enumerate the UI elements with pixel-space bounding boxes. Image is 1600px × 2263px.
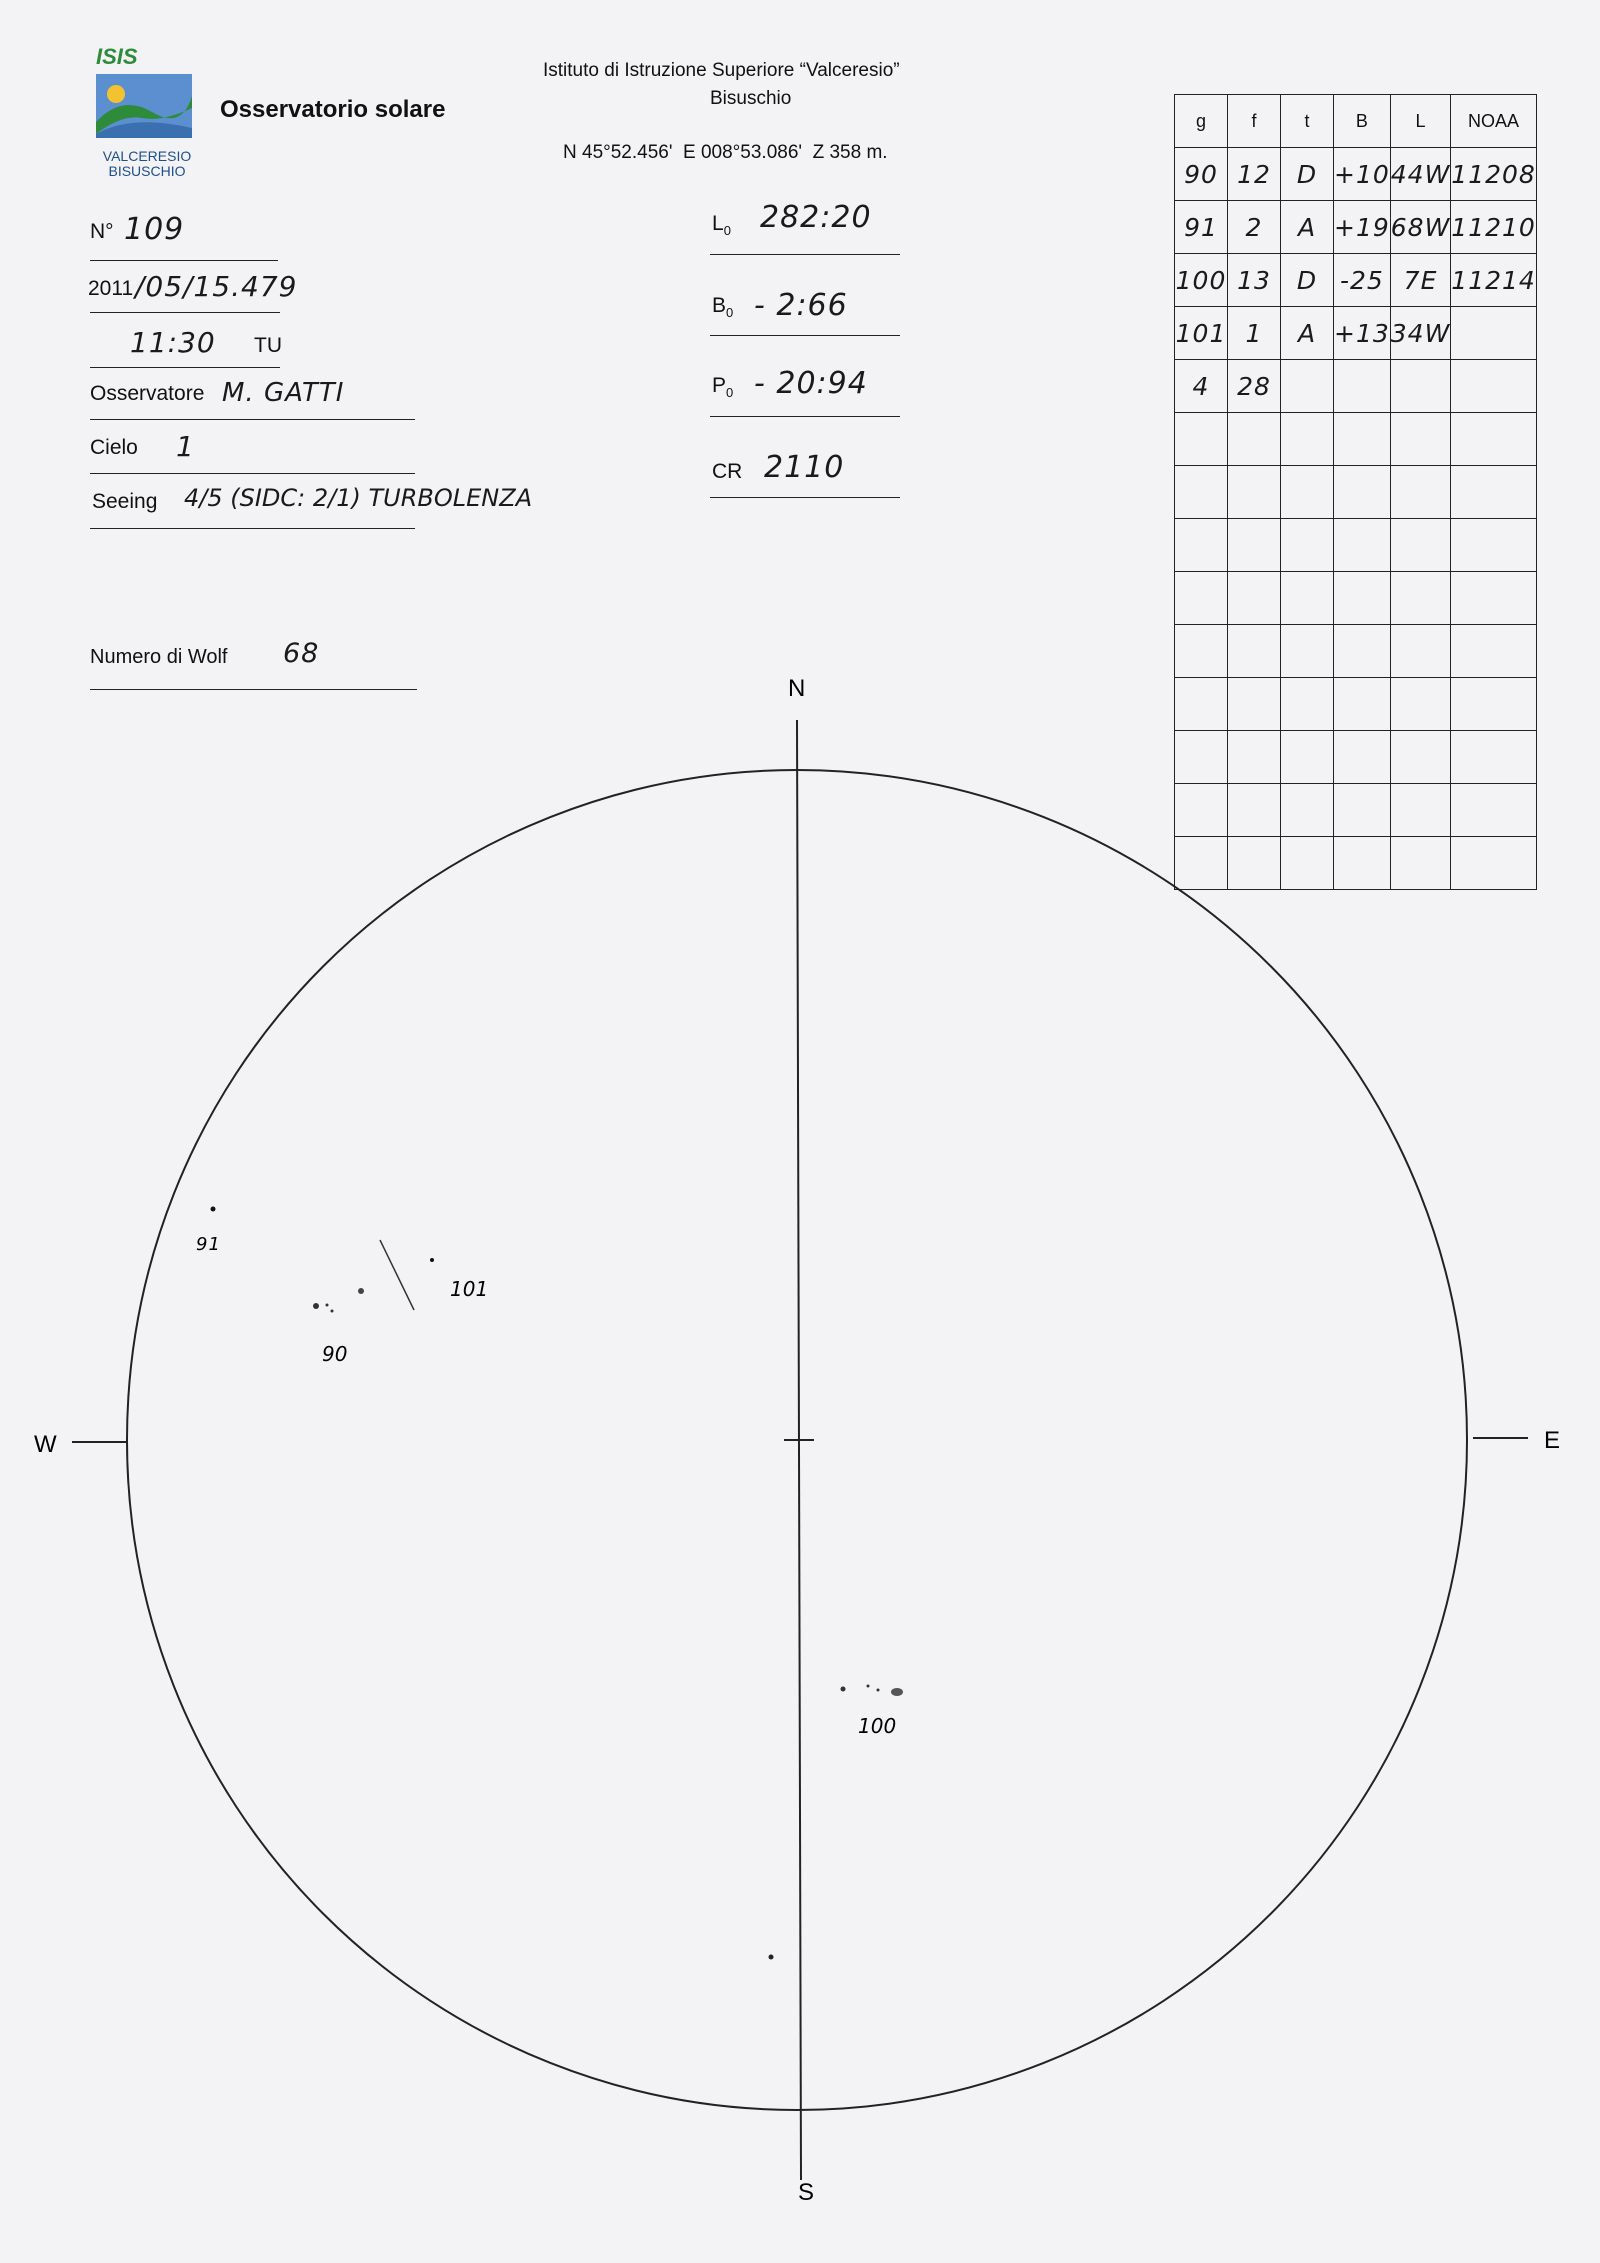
date-prefix: 2011 xyxy=(88,277,134,300)
observatory-title: Osservatorio solare xyxy=(220,96,446,123)
sunspot-100-d xyxy=(891,1688,903,1696)
table-header-f: f xyxy=(1228,95,1281,148)
table-cell: 7E xyxy=(1390,254,1451,307)
table-cell: 4 xyxy=(1175,360,1228,413)
south-label: S xyxy=(798,2179,815,2206)
wolf-label: Numero di Wolf xyxy=(90,646,228,668)
sunspot-90-b xyxy=(326,1304,329,1307)
time-unit: TU xyxy=(254,334,282,357)
observer-value: M. GATTI xyxy=(222,378,345,408)
table-cell: 11210 xyxy=(1451,201,1537,254)
table-cell: 1 xyxy=(1228,307,1281,360)
seeing-value: 4/5 (SIDC: 2/1) TURBOLENZA xyxy=(184,484,533,512)
table-cell: +19 xyxy=(1334,201,1391,254)
time-value: 11:30 xyxy=(130,326,216,359)
table-cell: 11214 xyxy=(1451,254,1537,307)
institute-town: Bisuschio xyxy=(710,88,792,109)
institute-name: Istituto di Istruzione Superiore “Valceresio” xyxy=(543,60,900,81)
number-label: N° xyxy=(90,220,114,243)
sunspot-stray xyxy=(769,1955,774,1960)
table-cell: 101 xyxy=(1175,307,1228,360)
p0-value: - 20:94 xyxy=(754,366,868,401)
table-cell: 91 xyxy=(1175,201,1228,254)
group-label-101: 101 xyxy=(450,1277,489,1301)
table-cell: 44W xyxy=(1390,148,1451,201)
b0-value: - 2:66 xyxy=(754,288,848,323)
sunspot-91 xyxy=(211,1207,216,1212)
l0-sub: 0 xyxy=(723,223,731,239)
table-header-l: L xyxy=(1390,95,1451,148)
table-cell: 34W xyxy=(1390,307,1451,360)
b0-sub: 0 xyxy=(726,305,734,321)
table-cell: 90 xyxy=(1175,148,1228,201)
seeing-label: Seeing xyxy=(92,490,158,513)
observatory-coords: N 45°52.456' E 008°53.086' Z 358 m. xyxy=(563,142,888,163)
group-label-100: 100 xyxy=(858,1714,897,1738)
east-label: E xyxy=(1544,1427,1561,1454)
cr-value: 2110 xyxy=(764,450,845,485)
table-cell: 68W xyxy=(1390,201,1451,254)
table-cell: 28 xyxy=(1228,360,1281,413)
west-label: W xyxy=(34,1431,57,1458)
table-cell: A xyxy=(1281,307,1334,360)
table-cell: A xyxy=(1281,201,1334,254)
table-cell: 11208 xyxy=(1451,148,1537,201)
sunspot-90-d xyxy=(358,1288,364,1294)
north-label: N xyxy=(788,675,806,702)
number-value: 109 xyxy=(124,212,185,247)
table-cell: 12 xyxy=(1228,148,1281,201)
logo-line2: BISUSCHIO xyxy=(108,163,186,179)
date-value: /05/15.479 xyxy=(135,270,298,303)
sunspot-90-a xyxy=(313,1303,319,1309)
group-101-pointer xyxy=(380,1240,414,1310)
cr-label: CR xyxy=(712,460,743,483)
table-cell: +10 xyxy=(1334,148,1391,201)
wolf-value: 68 xyxy=(283,638,320,669)
table-cell: +13 xyxy=(1334,307,1391,360)
p0-sub: 0 xyxy=(726,385,734,401)
sunspot-100-c xyxy=(877,1689,880,1692)
logo-top-text: ISIS xyxy=(96,44,138,69)
table-cell: 13 xyxy=(1228,254,1281,307)
sunspot-100-a xyxy=(841,1687,846,1692)
table-cell: -25 xyxy=(1334,254,1391,307)
sunspot-100-b xyxy=(867,1685,870,1688)
north-south-axis xyxy=(797,720,801,2180)
b0-letter: B xyxy=(712,294,727,317)
l0-value: 282:20 xyxy=(760,200,872,235)
table-header-b: B xyxy=(1334,95,1391,148)
sky-value: 1 xyxy=(176,430,195,463)
observer-label: Osservatore xyxy=(90,382,205,405)
table-cell: 2 xyxy=(1228,201,1281,254)
table-header-t: t xyxy=(1281,95,1334,148)
table-cell: D xyxy=(1281,254,1334,307)
table-cell: 100 xyxy=(1175,254,1228,307)
group-label-91: 91 xyxy=(196,1234,221,1255)
sunspot-101 xyxy=(430,1258,434,1262)
logo-line1: VALCERESIO xyxy=(102,148,192,164)
sunspot-90-c xyxy=(331,1310,334,1313)
group-label-90: 90 xyxy=(322,1342,348,1366)
l0-letter: L xyxy=(712,212,724,235)
table-header-noaa: NOAA xyxy=(1451,95,1537,148)
table-cell: D xyxy=(1281,148,1334,201)
sky-label: Cielo xyxy=(90,436,138,459)
table-header-g: g xyxy=(1175,95,1228,148)
p0-letter: P xyxy=(712,374,727,397)
